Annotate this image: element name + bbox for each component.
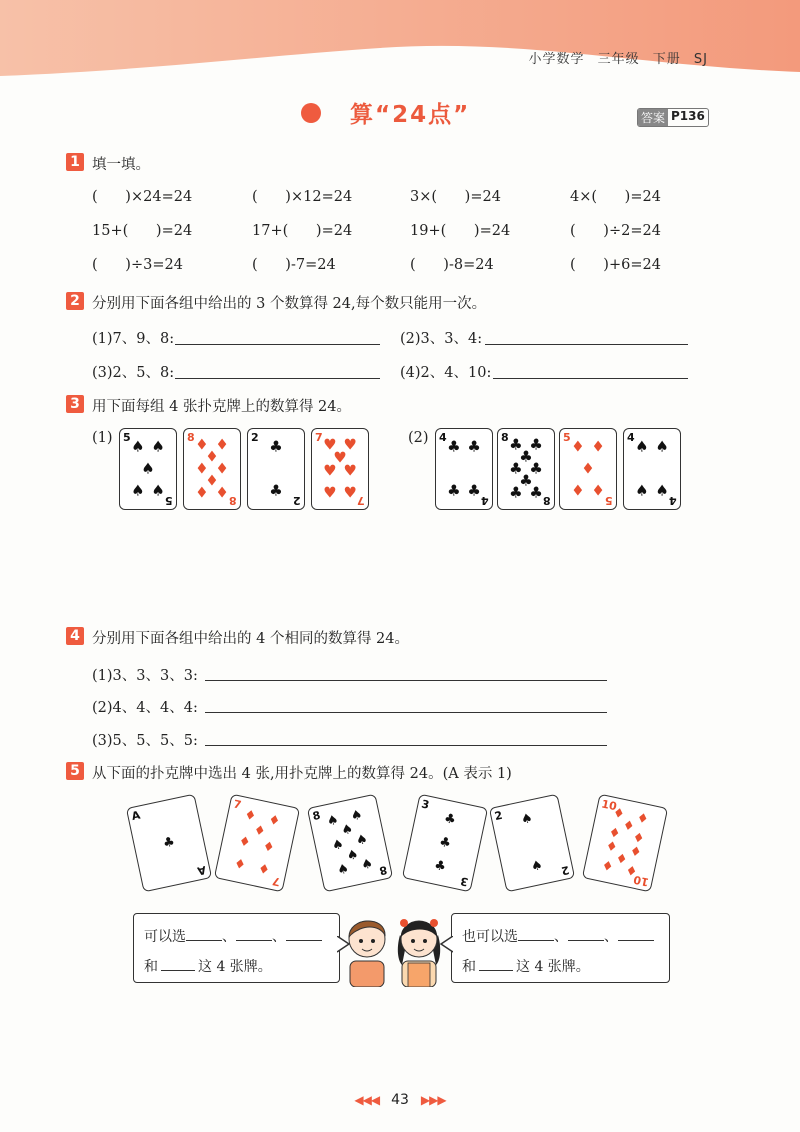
- card-suit-icon: ♣: [442, 811, 458, 829]
- card-suit-icon: ♦: [266, 812, 282, 830]
- card-suit-icon: ♠: [151, 437, 165, 456]
- answer-tag[interactable]: [637, 108, 709, 127]
- q1-equation[interactable]: ( )+6=24: [570, 257, 661, 273]
- card-suit-icon: ♠: [655, 481, 669, 500]
- card-suit-icon: ♣: [529, 459, 543, 478]
- card-rank: A: [196, 862, 208, 878]
- girl-icon: [398, 919, 440, 987]
- card-rank: 8: [543, 494, 551, 507]
- q2-answer-line-2[interactable]: [485, 344, 688, 345]
- card-rank: 5: [123, 431, 131, 444]
- q2-number: 2: [66, 292, 84, 310]
- card-suit-icon: ♠: [635, 481, 649, 500]
- card-suit-icon: ♦: [195, 459, 209, 478]
- card-suit-icon: ♦: [252, 822, 267, 841]
- q5-number: 5: [66, 762, 84, 780]
- bubble-left-blank-1[interactable]: [186, 940, 222, 941]
- q1-text: 填一填。: [92, 157, 150, 173]
- card-rank: 2: [560, 862, 571, 878]
- bubble-right-blank-3[interactable]: [618, 940, 654, 941]
- card-suit-icon: ♠: [354, 831, 370, 850]
- card-suit-icon: ♥: [333, 448, 347, 467]
- card-suit-icon: ♥: [323, 483, 337, 502]
- card-suit-icon: ♠: [141, 459, 155, 478]
- card-suit-icon: ♠: [359, 856, 375, 874]
- card-suit-icon: ♣: [269, 481, 283, 500]
- q1-equation[interactable]: 19+( )=24: [410, 223, 511, 239]
- page-title: 算“24点”: [350, 102, 471, 128]
- bubble-right-suffix: 这 4 张牌。: [516, 959, 590, 975]
- playing-card[interactable]: [311, 428, 369, 510]
- card-suit-icon: ♦: [232, 856, 248, 874]
- page-number: 43: [391, 1092, 409, 1108]
- card-suit-icon: ♦: [581, 459, 595, 478]
- card-rank: 4: [669, 494, 677, 507]
- card-suit-icon: ♥: [343, 461, 357, 480]
- bubble-left-prefix: 可以选: [144, 929, 186, 945]
- card-suit-icon: ♦: [607, 825, 622, 843]
- card-rank: 4: [627, 431, 635, 444]
- title-dot-icon: [301, 103, 321, 123]
- speech-bubble-right: [451, 913, 670, 983]
- card-suit-icon: ♣: [161, 834, 177, 852]
- bubble-left-blank-2[interactable]: [236, 940, 272, 941]
- bubble-left-sep-2: 、: [272, 929, 286, 945]
- card-suit-icon: ♦: [215, 483, 229, 502]
- playing-card[interactable]: [183, 428, 241, 510]
- next-arrows-icon[interactable]: ▶▶▶: [420, 1093, 446, 1107]
- bubble-right-and: 和: [462, 959, 476, 975]
- q4-number: 4: [66, 627, 84, 645]
- card-suit-icon: ♦: [237, 833, 252, 851]
- bubble-right-blank-1[interactable]: [518, 940, 554, 941]
- card-suit-icon: ♦: [261, 838, 276, 856]
- card-suit-icon: ♦: [614, 850, 629, 868]
- q2-item-1: (1)7、9、8:: [92, 331, 175, 347]
- card-suit-icon: ♦: [242, 807, 258, 825]
- answer-label: 答案: [638, 109, 668, 126]
- card-rank: 8: [311, 808, 322, 824]
- q4-answer-line-1[interactable]: [205, 680, 607, 681]
- card-suit-icon: ♦: [256, 861, 271, 879]
- card-rank: 8: [229, 494, 237, 507]
- playing-card[interactable]: [582, 794, 668, 893]
- card-suit-icon: ♦: [628, 843, 643, 861]
- card-suit-icon: ♥: [323, 435, 337, 454]
- card-suit-icon: ♣: [519, 471, 533, 490]
- card-suit-icon: ♣: [509, 459, 523, 478]
- q1-equation[interactable]: 17+( )=24: [252, 223, 353, 239]
- card-suit-icon: ♣: [509, 483, 523, 502]
- card-suit-icon: ♣: [467, 481, 481, 500]
- q3-text: 用下面每组 4 张扑克牌上的数算得 24。: [92, 399, 352, 415]
- bubble-right-blank-2[interactable]: [568, 940, 604, 941]
- card-suit-icon: ♠: [345, 846, 360, 864]
- q1-equation[interactable]: 3×( )=24: [410, 189, 501, 205]
- card-suit-icon: ♦: [571, 437, 585, 456]
- playing-card[interactable]: [435, 428, 493, 510]
- q4-item-3: (3)5、5、5、5:: [92, 733, 198, 749]
- answer-page: P136: [671, 109, 705, 123]
- q2-answer-line-1[interactable]: [175, 344, 380, 345]
- card-suit-icon: ♦: [215, 459, 229, 478]
- card-suit-icon: ♦: [611, 805, 626, 823]
- bubble-right-sep-2: 、: [604, 929, 618, 945]
- card-suit-icon: ♦: [621, 818, 636, 836]
- card-rank: 2: [251, 431, 259, 444]
- q1-equation[interactable]: 4×( )=24: [570, 189, 661, 205]
- card-rank: 10: [632, 872, 650, 889]
- card-suit-icon: ♣: [509, 435, 523, 454]
- q5-text: 从下面的扑克牌中选出 4 张,用扑克牌上的数算得 24。(A 表示 1): [92, 766, 512, 782]
- card-rank: 2: [493, 808, 504, 824]
- bubble-left-blank-3[interactable]: [286, 940, 322, 941]
- playing-card[interactable]: [623, 428, 681, 510]
- card-suit-icon: ♠: [335, 861, 351, 879]
- q4-item-2: (2)4、4、4、4:: [92, 700, 198, 716]
- bubble-right-sep-1: 、: [554, 929, 568, 945]
- card-rank: 3: [459, 874, 470, 889]
- bubble-left-blank-4[interactable]: [161, 970, 195, 971]
- card-suit-icon: ♣: [432, 857, 448, 875]
- playing-card[interactable]: [559, 428, 617, 510]
- q4-item-1: (1)3、3、3、3:: [92, 668, 198, 684]
- card-suit-icon: ♠: [151, 481, 165, 500]
- header-band: [0, 0, 800, 80]
- q2-answer-line-4[interactable]: [493, 378, 688, 379]
- card-rank: 8: [187, 431, 195, 444]
- card-suit-icon: ♦: [195, 483, 209, 502]
- card-suit-icon: ♠: [655, 437, 669, 456]
- children-illustration: [340, 905, 450, 987]
- page-footer: [0, 1092, 800, 1108]
- card-suit-icon: ♣: [447, 437, 461, 456]
- card-rank: 5: [605, 494, 613, 507]
- card-suit-icon: ♦: [205, 471, 219, 490]
- card-suit-icon: ♦: [591, 481, 605, 500]
- card-suit-icon: ♠: [330, 836, 346, 855]
- card-rank: 3: [420, 797, 431, 812]
- playing-card[interactable]: [126, 794, 212, 893]
- card-suit-icon: ♦: [215, 435, 229, 454]
- card-rank: 7: [271, 874, 282, 889]
- card-suit-icon: ♣: [437, 834, 453, 852]
- card-rank: 5: [165, 494, 173, 507]
- card-rank: 8: [501, 431, 509, 444]
- prev-arrows-icon[interactable]: ◀◀◀: [354, 1093, 380, 1107]
- playing-card[interactable]: [307, 794, 393, 893]
- q2-answer-line-3[interactable]: [175, 378, 380, 379]
- q1-equation[interactable]: ( )÷3=24: [92, 257, 183, 273]
- card-rank: 2: [293, 494, 301, 507]
- playing-card[interactable]: [214, 794, 300, 893]
- q4-answer-line-2[interactable]: [205, 712, 607, 713]
- card-suit-icon: ♥: [343, 435, 357, 454]
- boy-icon: [349, 921, 385, 987]
- card-rank: 8: [378, 862, 389, 878]
- card-suit-icon: ♦: [604, 838, 619, 856]
- bubble-left-sep-1: 、: [222, 929, 236, 945]
- q2-item-4: (4)2、4、10:: [400, 365, 492, 381]
- card-suit-icon: ♠: [131, 437, 145, 456]
- q1-equation[interactable]: ( )×24=24: [92, 189, 193, 205]
- speech-bubble-left: [133, 913, 340, 983]
- card-suit-icon: ♣: [529, 435, 543, 454]
- card-suit-icon: ♥: [323, 461, 337, 480]
- card-suit-icon: ♦: [571, 481, 585, 500]
- card-suit-icon: ♦: [205, 447, 219, 466]
- q3-group1-label: (1): [92, 430, 113, 446]
- card-rank: 10: [600, 797, 618, 814]
- q1-equation[interactable]: ( )×12=24: [252, 189, 353, 205]
- card-suit-icon: ♦: [195, 435, 209, 454]
- card-suit-icon: ♦: [635, 810, 650, 828]
- q1-equation[interactable]: ( )÷2=24: [570, 223, 661, 239]
- q2-text: 分别用下面各组中给出的 3 个数算得 24,每个数只能用一次。: [92, 296, 487, 312]
- playing-card[interactable]: [489, 794, 575, 893]
- bubble-right-prefix: 也可以选: [462, 929, 518, 945]
- card-rank: A: [130, 808, 142, 824]
- q4-text: 分别用下面各组中给出的 4 个相同的数算得 24。: [92, 631, 410, 647]
- card-suit-icon: ♠: [529, 857, 545, 875]
- card-rank: 7: [357, 494, 365, 507]
- card-rank: 7: [232, 797, 243, 812]
- card-suit-icon: ♣: [519, 447, 533, 466]
- q1-equation[interactable]: ( )-8=24: [410, 257, 494, 273]
- q4-answer-line-3[interactable]: [205, 745, 607, 746]
- header-text: 小学数学 三年级 下册 SJ: [528, 52, 708, 67]
- card-suit-icon: ♣: [467, 437, 481, 456]
- card-suit-icon: ♦: [624, 863, 639, 881]
- card-rank: 4: [439, 431, 447, 444]
- q3-number: 3: [66, 395, 84, 413]
- card-suit-icon: ♠: [325, 812, 341, 830]
- bubble-right-blank-4[interactable]: [479, 970, 513, 971]
- bubble-left-suffix: 这 4 张牌。: [198, 959, 272, 975]
- q1-equation[interactable]: 15+( )=24: [92, 223, 193, 239]
- card-suit-icon: ♦: [600, 858, 615, 876]
- card-suit-icon: ♦: [631, 830, 646, 848]
- playing-card[interactable]: [119, 428, 177, 510]
- card-rank: 7: [315, 431, 323, 444]
- card-suit-icon: ♠: [519, 811, 535, 829]
- playing-card[interactable]: [247, 428, 305, 510]
- card-rank: 5: [563, 431, 571, 444]
- q1-number: 1: [66, 153, 84, 171]
- q3-group2-label: (2): [408, 430, 429, 446]
- playing-card[interactable]: [402, 794, 488, 893]
- q2-item-2: (2)3、3、4:: [400, 331, 483, 347]
- card-rank: 4: [481, 494, 489, 507]
- card-suit-icon: ♣: [529, 483, 543, 502]
- card-suit-icon: ♠: [340, 822, 355, 840]
- card-suit-icon: ♠: [635, 437, 649, 456]
- card-suit-icon: ♠: [131, 481, 145, 500]
- card-suit-icon: ♣: [269, 437, 283, 456]
- card-suit-icon: ♥: [343, 483, 357, 502]
- bubble-left-and: 和: [144, 959, 158, 975]
- q2-item-3: (3)2、5、8:: [92, 365, 175, 381]
- playing-card[interactable]: [497, 428, 555, 510]
- q1-equation[interactable]: ( )-7=24: [252, 257, 336, 273]
- card-suit-icon: ♣: [447, 481, 461, 500]
- card-suit-icon: ♠: [349, 807, 364, 825]
- card-suit-icon: ♦: [591, 437, 605, 456]
